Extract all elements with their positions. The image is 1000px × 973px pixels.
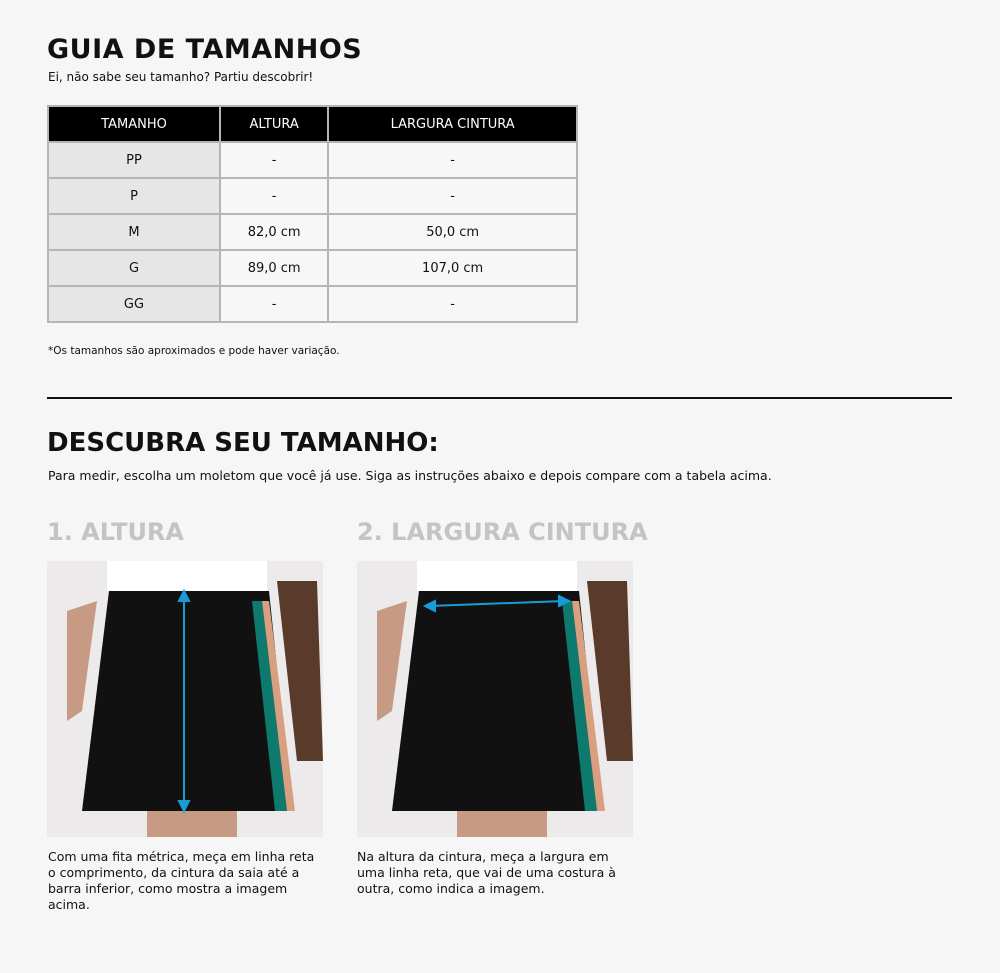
table-row [48,286,577,322]
waist-cell: 107,0 cm [328,250,577,286]
table-note: *Os tamanhos são aproximados e pode haver variação. [48,345,340,357]
skirt-height-image [47,561,323,837]
table-row [48,142,577,178]
header-height: ALTURA [220,106,328,142]
step-1-text: Com uma fita métrica, meça em linha reta o comprimento, da cintura da saia até a barra inferior, como mostra a imagem acima. [48,849,315,912]
table-row [48,178,577,214]
step-1-title: 1. ALTURA [47,518,184,546]
height-cell: - [220,286,328,322]
size-cell: GG [48,286,220,322]
table-row [48,250,577,286]
size-table [47,105,578,323]
size-cell: PP [48,142,220,178]
table-row [48,214,577,250]
header-waist: LARGURA CINTURA [328,106,577,142]
height-cell: - [220,178,328,214]
size-cell: P [48,178,220,214]
height-cell: - [220,142,328,178]
waist-cell: - [328,286,577,322]
size-cell: G [48,250,220,286]
guide-subtitle: Ei, não sabe seu tamanho? Partiu descobrir! [48,70,314,84]
step-2-title: 2. LARGURA CINTURA [357,518,648,546]
discover-intro: Para medir, escolha um moletom que você já use. Siga as instruções abaixo e depois compare com a tabela acima. [48,468,772,483]
size-cell: M [48,214,220,250]
divider [47,397,952,399]
height-cell: 89,0 cm [220,250,328,286]
discover-title: DESCUBRA SEU TAMANHO: [47,428,439,458]
waist-cell: - [328,178,577,214]
skirt-waist-image [357,561,633,837]
waist-cell: 50,0 cm [328,214,577,250]
height-cell: 82,0 cm [220,214,328,250]
waist-cell: - [328,142,577,178]
step-2-text: Na altura da cintura, meça a largura em uma linha reta, que vai de uma costura à outra, como indica a imagem. [357,849,616,896]
guide-title: GUIA DE TAMANHOS [47,34,363,65]
header-size: TAMANHO [48,106,220,142]
